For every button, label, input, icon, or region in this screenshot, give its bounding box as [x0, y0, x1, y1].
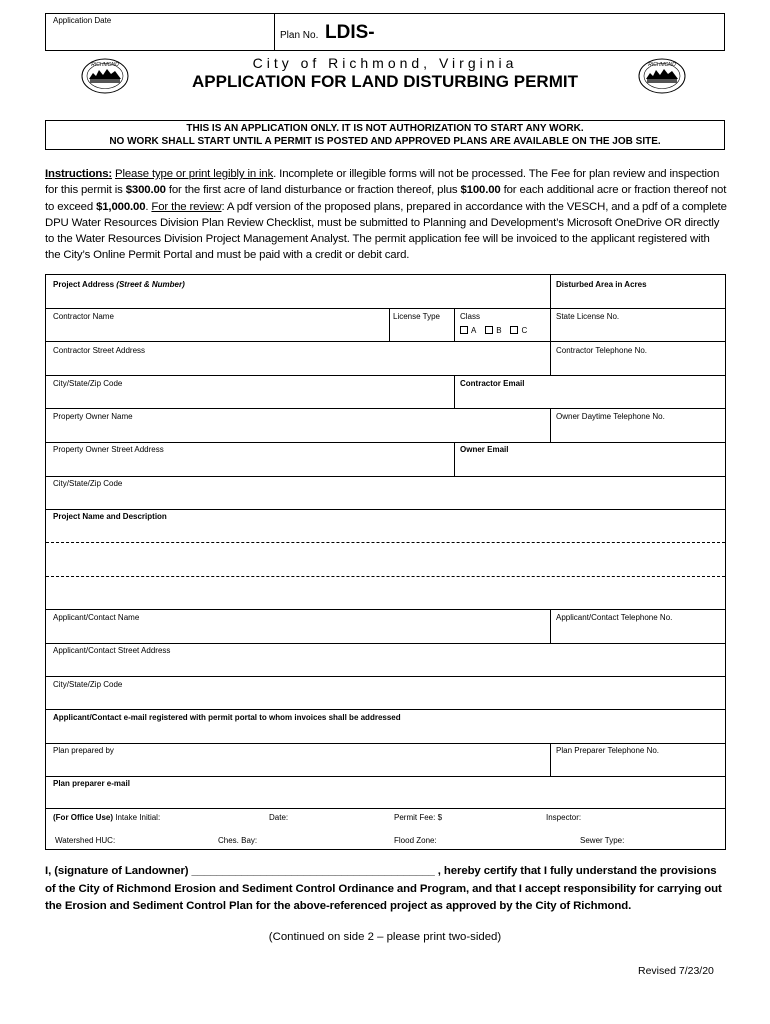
contractor-email-field[interactable]: Contractor Email — [460, 379, 525, 388]
plan-no-label: Plan No. — [280, 30, 319, 41]
main-title: APPLICATION FOR LAND DISTURBING PERMIT — [192, 72, 578, 91]
instructions-text-2: for the first acre of land disturbance or fraction thereof, plus — [165, 184, 461, 197]
owner-street-field[interactable]: Property Owner Street Address — [53, 445, 164, 454]
application-date-label: Application Date — [53, 16, 112, 25]
applicant-city-state-zip-field[interactable]: City/State/Zip Code — [53, 680, 123, 689]
office-use-flood-zone[interactable]: Flood Zone: — [394, 836, 437, 845]
fee-max: $1,000.00 — [96, 200, 146, 213]
license-type-field[interactable]: License Type — [393, 312, 440, 321]
plan-no-value: LDIS- — [325, 22, 375, 43]
owner-name-field[interactable]: Property Owner Name — [53, 412, 133, 421]
plan-prepared-by-field[interactable]: Plan prepared by — [53, 746, 114, 755]
class-b-checkbox[interactable]: B — [485, 326, 501, 335]
preparer-email-field[interactable]: Plan preparer e-mail — [53, 779, 130, 788]
instructions-text-5: : A pdf version of the proposed plans, prepared in accordance with the VESCH, and a pdf of a complete DPU Water Resources Division Plan Review Checklist, must be submitted to Planning and Development’s Microsoft OneDrive OR directly to the Water Resources Division Project Management Analyst. The permit application fee will be invoiced to the applicant registered with the City’s Online Permit Portal and must be paid with a credit or debit card. — [45, 200, 727, 262]
applicant-email-field[interactable]: Applicant/Contact e-mail registered with permit portal to whom invoices shall be addressed — [53, 713, 401, 722]
office-use-watershed-huc[interactable]: Watershed HUC: — [55, 836, 116, 845]
class-a-checkbox[interactable]: A — [460, 326, 476, 335]
owner-city-state-zip-field[interactable]: City/State/Zip Code — [53, 479, 123, 488]
permit-form — [45, 274, 726, 850]
office-use-intake[interactable]: (For Office Use) Intake Initial: — [53, 813, 161, 822]
fee-first-acre: $300.00 — [125, 184, 166, 197]
contractor-street-field[interactable]: Contractor Street Address — [53, 346, 146, 355]
office-use-ches-bay[interactable]: Ches. Bay: — [218, 836, 258, 845]
office-use-date[interactable]: Date: — [269, 813, 289, 822]
city-seal-right-icon — [637, 57, 687, 95]
owner-phone-field[interactable]: Owner Daytime Telephone No. — [556, 412, 665, 421]
notice-box — [45, 120, 725, 150]
contractor-phone-field[interactable]: Contractor Telephone No. — [556, 346, 648, 355]
office-use-sewer-type[interactable]: Sewer Type: — [580, 836, 625, 845]
disturbed-area-field[interactable]: Disturbed Area in Acres — [556, 280, 647, 289]
svg-text:RICHMOND: RICHMOND — [648, 62, 676, 68]
owner-email-field[interactable]: Owner Email — [460, 445, 509, 454]
revised-date: Revised 7/23/20 — [638, 965, 714, 977]
applicant-name-field[interactable]: Applicant/Contact Name — [53, 613, 140, 622]
continued-note: (Continued on side 2 – please print two-sided) — [268, 931, 502, 943]
class-c-checkbox[interactable]: C — [510, 326, 527, 335]
landowner-certification: I, (signature of Landowner) _______________________________________ , hereby certify that I fully understand the provisions of the City of Richmond Erosion and Sediment Control Ordinance and Program, and that I accept responsibility for carrying out the Erosion and Sediment Control Plan for the above-referenced project as approved by the City of Richmond. — [45, 865, 722, 912]
applicant-phone-field[interactable]: Applicant/Contact Telephone No. — [556, 613, 673, 622]
header-box — [45, 13, 725, 51]
project-name-description-field[interactable]: Project Name and Description — [53, 512, 167, 521]
city-title: City of Richmond, Virginia — [252, 55, 518, 71]
project-address-field[interactable]: Project Address (Street & Number) — [53, 280, 185, 289]
office-use-permit-fee[interactable]: Permit Fee: $ — [394, 813, 443, 822]
fee-additional-acre: $100.00 — [460, 184, 501, 197]
notice-line-1: THIS IS AN APPLICATION ONLY. IT IS NOT AUTHORIZATION TO START ANY WORK. — [186, 123, 584, 134]
instructions-legibility: Please type or print legibly in ink — [115, 168, 274, 180]
instructions-lead: Instructions: — [45, 168, 113, 180]
instructions-text-1: . Incomplete or illegible forms will not be processed. The Fee for plan review and inspection for this permit is — [45, 168, 720, 197]
instructions-text-4: . — [145, 200, 152, 213]
svg-text:RICHMOND: RICHMOND — [91, 62, 119, 68]
instructions-paragraph — [45, 166, 727, 264]
contractor-name-field[interactable]: Contractor Name — [53, 312, 114, 321]
instructions-text-3: for each additional acre or fraction thereof not to exceed — [45, 184, 727, 213]
city-seal-left-icon — [80, 57, 130, 95]
contractor-city-state-zip-field[interactable]: City/State/Zip Code — [53, 379, 123, 388]
applicant-street-field[interactable]: Applicant/Contact Street Address — [53, 646, 171, 655]
preparer-phone-field[interactable]: Plan Preparer Telephone No. — [556, 746, 660, 755]
class-options — [460, 326, 527, 335]
notice-line-2: NO WORK SHALL START UNTIL A PERMIT IS POSTED AND APPROVED PLANS ARE AVAILABLE ON THE JOB SITE. — [109, 135, 661, 147]
header-divider — [274, 14, 275, 50]
class-label: Class — [460, 312, 481, 321]
instructions-review-label: For the review — [151, 200, 222, 213]
state-license-field[interactable]: State License No. — [556, 312, 620, 321]
office-use-inspector[interactable]: Inspector: — [546, 813, 582, 822]
